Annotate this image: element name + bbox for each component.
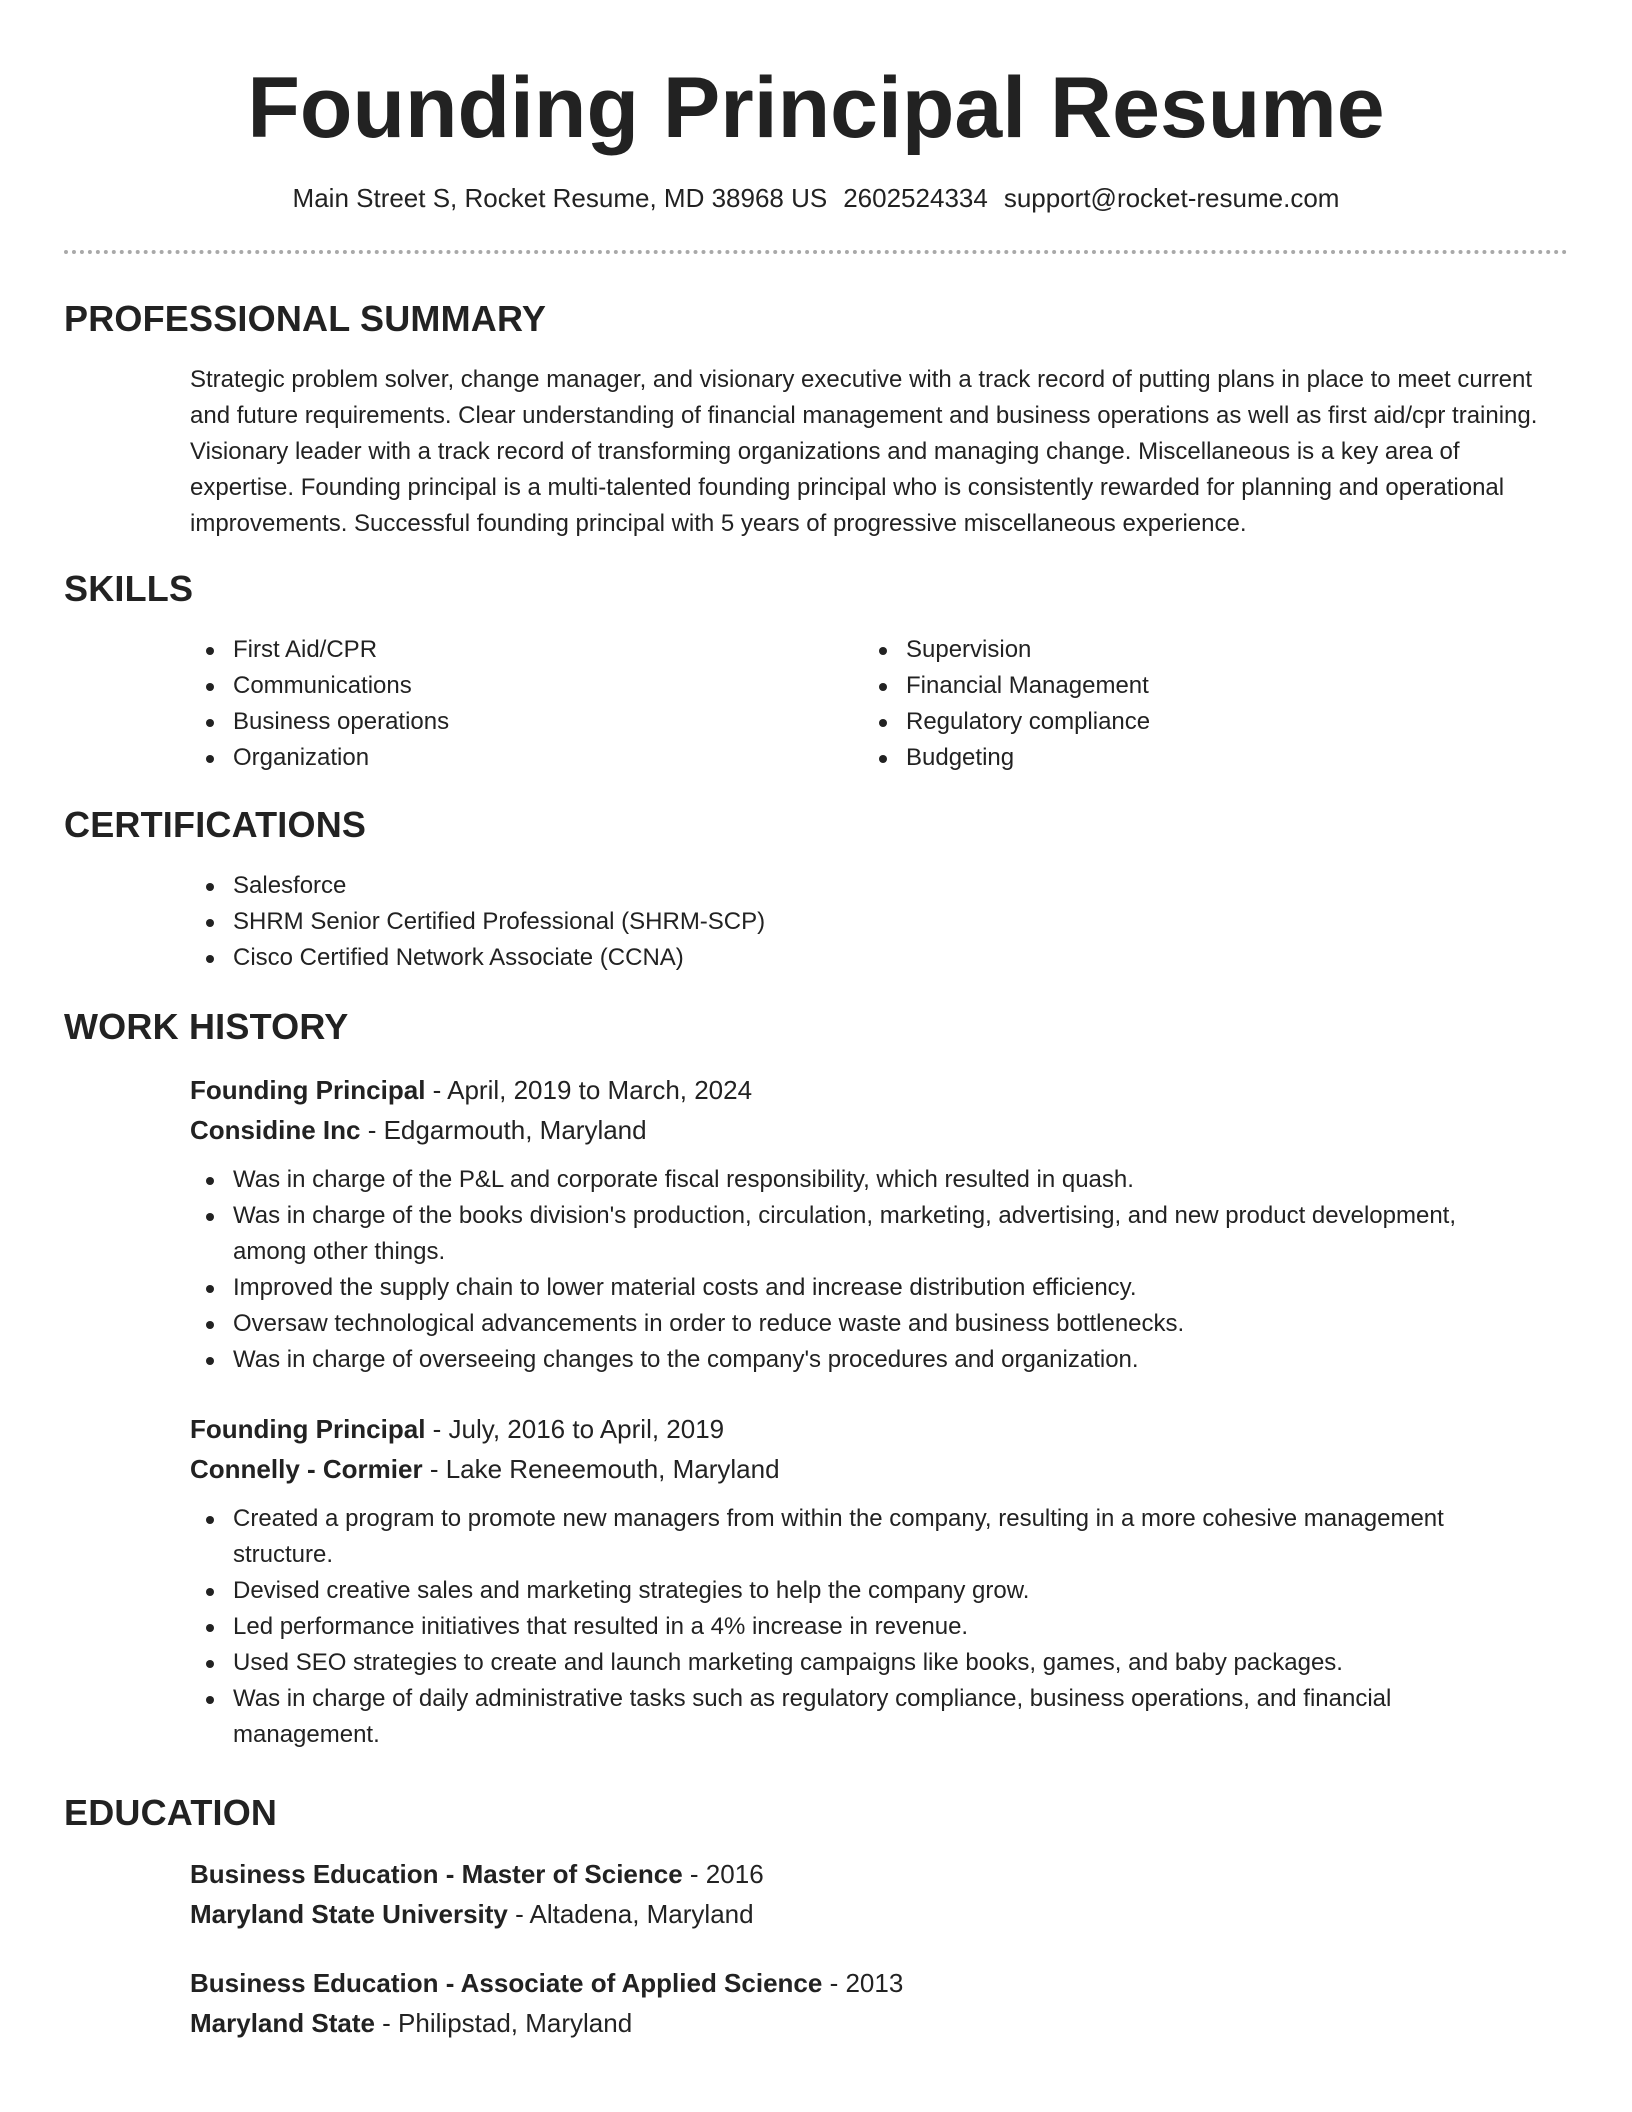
job-location: - Edgarmouth, Maryland: [360, 1115, 647, 1145]
job-bullet: Was in charge of daily administrative tasks such as regulatory compliance, business operations, and financial management.: [190, 1681, 1570, 1753]
job-bullets: [190, 1501, 1570, 1753]
job-company: Connelly - Cormier: [190, 1454, 423, 1484]
skill-item: Supervision: [863, 632, 1463, 668]
education-degree-line: [190, 1963, 1570, 2003]
skill-item: Financial Management: [863, 668, 1463, 704]
job-bullet: Created a program to promote new managers from within the company, resulting in a more cohesive management structure.: [190, 1501, 1570, 1573]
job-entry: [190, 1409, 1570, 1489]
skill-item: Communications: [190, 668, 790, 704]
job-bullet: Devised creative sales and marketing strategies to help the company grow.: [190, 1573, 1570, 1609]
job-bullet: Was in charge of the books division's production, circulation, marketing, advertising, and new product development, among other things.: [190, 1198, 1570, 1270]
education-school: Maryland State: [190, 2008, 375, 2038]
skill-item: First Aid/CPR: [190, 632, 790, 668]
job-bullets: [190, 1162, 1570, 1378]
education-degree-line: [190, 1854, 1570, 1894]
job-role: Founding Principal: [190, 1075, 426, 1105]
section-title-skills: SKILLS: [64, 568, 194, 609]
job-location: - Lake Reneemouth, Maryland: [422, 1454, 780, 1484]
job-role: Founding Principal: [190, 1414, 426, 1444]
education-degree: Business Education - Master of Science: [190, 1859, 683, 1889]
job-bullet: Was in charge of the P&L and corporate fiscal responsibility, which resulted in quash.: [190, 1162, 1570, 1198]
job-company-line: [190, 1110, 1570, 1150]
job-bullet: Was in charge of overseeing changes to the company's procedures and organization.: [190, 1342, 1570, 1378]
education-entry: [190, 1854, 1570, 1934]
skill-item: Regulatory compliance: [863, 704, 1463, 740]
job-bullet: Oversaw technological advancements in order to reduce waste and business bottlenecks.: [190, 1306, 1570, 1342]
certification-item: SHRM Senior Certified Professional (SHRM-SCP): [190, 904, 1570, 940]
education-school: Maryland State University: [190, 1899, 508, 1929]
education-entry: [190, 1963, 1570, 2043]
skill-item: Business operations: [190, 704, 790, 740]
email: support@rocket-resume.com: [1003, 183, 1340, 213]
education-year: - 2013: [822, 1968, 904, 1998]
certification-item: Cisco Certified Network Associate (CCNA): [190, 940, 1570, 976]
section-title-work-history: WORK HISTORY: [64, 1006, 349, 1047]
certifications-block: [190, 868, 1570, 976]
job-company: Considine Inc: [190, 1115, 361, 1145]
job-title-line: [190, 1409, 1570, 1449]
job-bullet: Led performance initiatives that resulted in a 4% increase in revenue.: [190, 1609, 1570, 1645]
skill-item: Budgeting: [863, 740, 1463, 776]
section-title-certifications: CERTIFICATIONS: [64, 804, 367, 845]
header-divider: [64, 250, 1568, 254]
section-title-education: EDUCATION: [64, 1792, 278, 1833]
skill-item: Organization: [190, 740, 790, 776]
contact-line: [0, 180, 1632, 216]
job-entry: [190, 1070, 1570, 1150]
section-title-summary: PROFESSIONAL SUMMARY: [64, 298, 547, 339]
job-dates: - April, 2019 to March, 2024: [425, 1075, 753, 1105]
education-school-line: [190, 1894, 1570, 1934]
education-year: - 2016: [682, 1859, 764, 1889]
resume-title: Founding Principal Resume: [247, 60, 1385, 156]
skills-left-column: [190, 632, 790, 776]
job-title-line: [190, 1070, 1570, 1110]
address: Main Street S, Rocket Resume, MD 38968 US: [292, 183, 828, 213]
job-bullet: Improved the supply chain to lower material costs and increase distribution efficiency.: [190, 1270, 1570, 1306]
job-bullet: Used SEO strategies to create and launch marketing campaigns like books, games, and baby packages.: [190, 1645, 1570, 1681]
education-school-line: [190, 2003, 1570, 2043]
education-location: - Philipstad, Maryland: [374, 2008, 633, 2038]
skills-right-column: [863, 632, 1463, 776]
certification-item: Salesforce: [190, 868, 1570, 904]
education-degree: Business Education - Associate of Applied Science: [190, 1968, 823, 1998]
summary-block: [190, 362, 1570, 542]
job-company-line: [190, 1449, 1570, 1489]
summary-text: Strategic problem solver, change manager, and visionary executive with a track record of putting plans in place to meet current and future requirements. Clear understanding of financial management and business operations as well as first aid/cpr training. Visionary leader with a track record of transforming organizations and managing change. Miscellaneous is a key area of expertise. Founding principal is a multi-talented founding principal who is consistently rewarded for planning and operational improvements. Successful founding principal with 5 years of progressive miscellaneous experience.: [190, 366, 1538, 537]
job-dates: - July, 2016 to April, 2019: [425, 1414, 725, 1444]
education-location: - Altadena, Maryland: [507, 1899, 754, 1929]
phone: 2602524334: [843, 183, 988, 213]
